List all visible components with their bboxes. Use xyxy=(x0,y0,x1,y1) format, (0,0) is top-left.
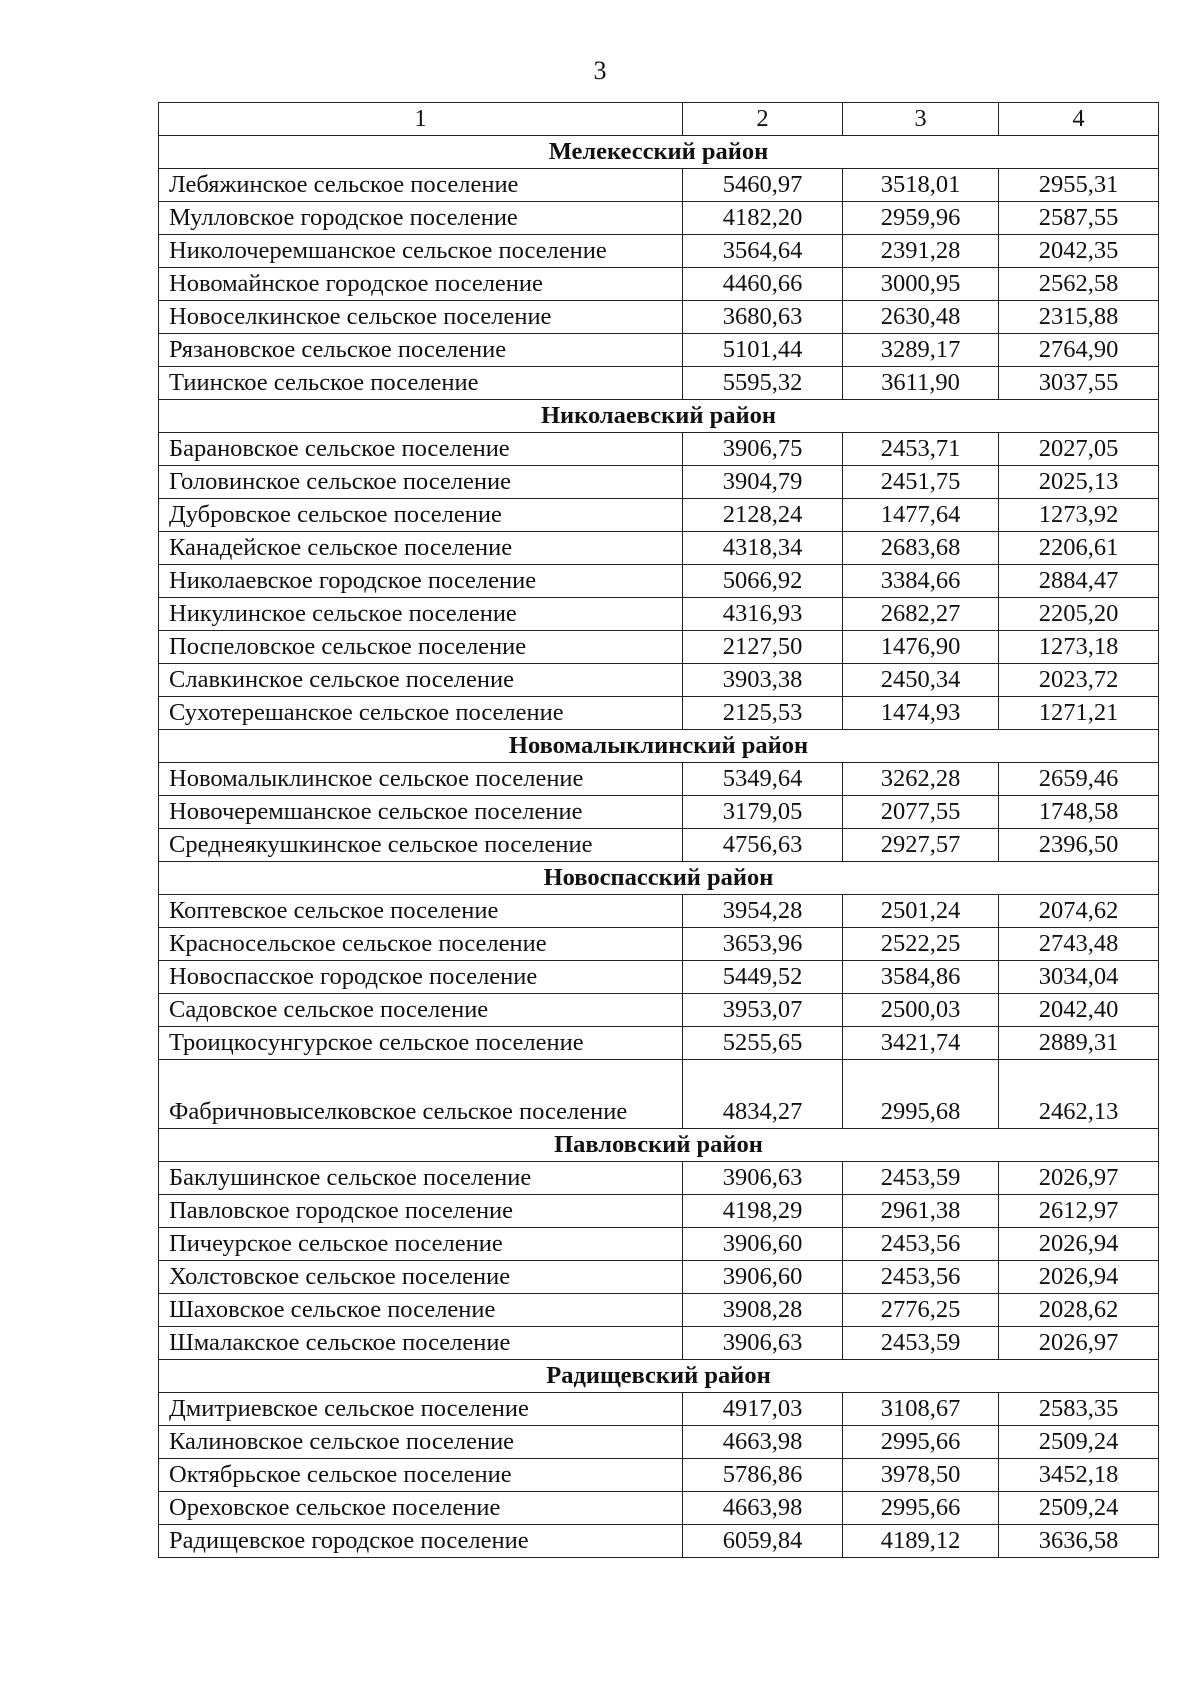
settlement-name: Шаховское сельское поселение xyxy=(159,1294,683,1327)
value-col-4: 2612,97 xyxy=(999,1195,1159,1228)
value-col-2: 5786,86 xyxy=(683,1459,843,1492)
value-col-2: 4316,93 xyxy=(683,598,843,631)
value-col-3: 2501,24 xyxy=(843,895,999,928)
value-col-2: 4318,34 xyxy=(683,532,843,565)
settlement-name: Новочеремшанское сельское поселение xyxy=(159,796,683,829)
table-row xyxy=(159,433,1159,466)
value-col-4: 2587,55 xyxy=(999,202,1159,235)
table-row xyxy=(159,1027,1159,1060)
value-col-3: 2927,57 xyxy=(843,829,999,862)
value-col-2: 3904,79 xyxy=(683,466,843,499)
settlement-name: Фабричновыселковское сельское поселение xyxy=(159,1060,683,1129)
value-col-4: 2562,58 xyxy=(999,268,1159,301)
value-col-3: 2961,38 xyxy=(843,1195,999,1228)
value-col-3: 3584,86 xyxy=(843,961,999,994)
value-col-3: 2450,34 xyxy=(843,664,999,697)
value-col-3: 2451,75 xyxy=(843,466,999,499)
value-col-2: 5449,52 xyxy=(683,961,843,994)
table-row xyxy=(159,1426,1159,1459)
value-col-3: 2500,03 xyxy=(843,994,999,1027)
value-col-2: 4834,27 xyxy=(683,1060,843,1129)
settlement-name: Калиновское сельское поселение xyxy=(159,1426,683,1459)
settlements-table xyxy=(158,102,1159,1558)
settlement-name: Шмалакское сельское поселение xyxy=(159,1327,683,1360)
value-col-2: 3906,63 xyxy=(683,1162,843,1195)
column-header: 4 xyxy=(999,103,1159,136)
value-col-4: 2042,40 xyxy=(999,994,1159,1027)
value-col-3: 1477,64 xyxy=(843,499,999,532)
value-col-3: 2077,55 xyxy=(843,796,999,829)
value-col-4: 2743,48 xyxy=(999,928,1159,961)
district-row xyxy=(159,136,1159,169)
value-col-2: 3906,63 xyxy=(683,1327,843,1360)
settlement-name: Головинское сельское поселение xyxy=(159,466,683,499)
table-body xyxy=(159,103,1159,1558)
value-col-2: 3908,28 xyxy=(683,1294,843,1327)
settlement-name: Павловское городское поселение xyxy=(159,1195,683,1228)
value-col-3: 2776,25 xyxy=(843,1294,999,1327)
table-row xyxy=(159,895,1159,928)
table-row xyxy=(159,631,1159,664)
value-col-4: 2889,31 xyxy=(999,1027,1159,1060)
settlement-name: Новоселкинское сельское поселение xyxy=(159,301,683,334)
table-row xyxy=(159,1162,1159,1195)
value-col-4: 1748,58 xyxy=(999,796,1159,829)
table-row xyxy=(159,565,1159,598)
table-row xyxy=(159,763,1159,796)
value-col-4: 3452,18 xyxy=(999,1459,1159,1492)
table-row xyxy=(159,928,1159,961)
table-row xyxy=(159,1525,1159,1558)
value-col-2: 2125,53 xyxy=(683,697,843,730)
value-col-2: 5255,65 xyxy=(683,1027,843,1060)
column-header: 2 xyxy=(683,103,843,136)
district-row xyxy=(159,400,1159,433)
district-heading: Новоспасский район xyxy=(159,862,1159,895)
value-col-2: 3653,96 xyxy=(683,928,843,961)
table-row xyxy=(159,367,1159,400)
page-number: 3 xyxy=(593,56,607,85)
table-row xyxy=(159,532,1159,565)
value-col-3: 2453,56 xyxy=(843,1261,999,1294)
value-col-3: 3518,01 xyxy=(843,169,999,202)
value-col-2: 4460,66 xyxy=(683,268,843,301)
settlement-name: Троицкосунгурское сельское поселение xyxy=(159,1027,683,1060)
value-col-3: 2995,66 xyxy=(843,1492,999,1525)
value-col-4: 2206,61 xyxy=(999,532,1159,565)
value-col-4: 2023,72 xyxy=(999,664,1159,697)
value-col-2: 5066,92 xyxy=(683,565,843,598)
value-col-4: 2764,90 xyxy=(999,334,1159,367)
settlement-name: Ореховское сельское поселение xyxy=(159,1492,683,1525)
settlement-name: Садовское сельское поселение xyxy=(159,994,683,1027)
value-col-4: 3636,58 xyxy=(999,1525,1159,1558)
value-col-2: 4182,20 xyxy=(683,202,843,235)
value-col-2: 6059,84 xyxy=(683,1525,843,1558)
value-col-2: 3906,60 xyxy=(683,1261,843,1294)
value-col-3: 2453,71 xyxy=(843,433,999,466)
column-header: 1 xyxy=(159,103,683,136)
value-col-2: 3564,64 xyxy=(683,235,843,268)
settlement-name: Славкинское сельское поселение xyxy=(159,664,683,697)
settlement-name: Николочеремшанское сельское поселение xyxy=(159,235,683,268)
table-row xyxy=(159,961,1159,994)
table-row xyxy=(159,466,1159,499)
value-col-4: 3037,55 xyxy=(999,367,1159,400)
value-col-3: 3421,74 xyxy=(843,1027,999,1060)
value-col-3: 2453,59 xyxy=(843,1162,999,1195)
column-header-row xyxy=(159,103,1159,136)
value-col-4: 2659,46 xyxy=(999,763,1159,796)
value-col-2: 4198,29 xyxy=(683,1195,843,1228)
value-col-4: 2583,35 xyxy=(999,1393,1159,1426)
settlement-name: Мулловское городское поселение xyxy=(159,202,683,235)
value-col-3: 3978,50 xyxy=(843,1459,999,1492)
value-col-2: 4663,98 xyxy=(683,1492,843,1525)
settlement-name: Октябрьское сельское поселение xyxy=(159,1459,683,1492)
value-col-2: 3906,75 xyxy=(683,433,843,466)
table-row xyxy=(159,1195,1159,1228)
settlement-name: Новомалыклинское сельское поселение xyxy=(159,763,683,796)
value-col-4: 2026,97 xyxy=(999,1162,1159,1195)
table-row xyxy=(159,235,1159,268)
value-col-4: 2315,88 xyxy=(999,301,1159,334)
settlement-name: Рязановское сельское поселение xyxy=(159,334,683,367)
settlement-name: Новомайнское городское поселение xyxy=(159,268,683,301)
settlement-name: Дубровское сельское поселение xyxy=(159,499,683,532)
value-col-4: 2074,62 xyxy=(999,895,1159,928)
value-col-3: 1474,93 xyxy=(843,697,999,730)
table-row xyxy=(159,334,1159,367)
value-col-2: 5460,97 xyxy=(683,169,843,202)
settlement-name: Барановское сельское поселение xyxy=(159,433,683,466)
value-col-4: 2509,24 xyxy=(999,1492,1159,1525)
value-col-2: 3179,05 xyxy=(683,796,843,829)
value-col-4: 2955,31 xyxy=(999,169,1159,202)
value-col-4: 2028,62 xyxy=(999,1294,1159,1327)
table-row xyxy=(159,1294,1159,1327)
table-row xyxy=(159,169,1159,202)
value-col-3: 2959,96 xyxy=(843,202,999,235)
value-col-3: 2630,48 xyxy=(843,301,999,334)
table-row xyxy=(159,796,1159,829)
district-heading: Николаевский район xyxy=(159,400,1159,433)
value-col-4: 2462,13 xyxy=(999,1060,1159,1129)
value-col-4: 2042,35 xyxy=(999,235,1159,268)
table-row xyxy=(159,1393,1159,1426)
value-col-2: 3906,60 xyxy=(683,1228,843,1261)
district-heading: Новомалыклинский район xyxy=(159,730,1159,763)
settlement-name: Поспеловское сельское поселение xyxy=(159,631,683,664)
table-row xyxy=(159,1228,1159,1261)
table-row xyxy=(159,202,1159,235)
value-col-2: 3903,38 xyxy=(683,664,843,697)
value-col-4: 1271,21 xyxy=(999,697,1159,730)
value-col-3: 1476,90 xyxy=(843,631,999,664)
value-col-4: 2205,20 xyxy=(999,598,1159,631)
settlement-name: Новоспасское городское поселение xyxy=(159,961,683,994)
settlement-name: Баклушинское сельское поселение xyxy=(159,1162,683,1195)
value-col-4: 1273,18 xyxy=(999,631,1159,664)
table-row xyxy=(159,1261,1159,1294)
value-col-2: 3680,63 xyxy=(683,301,843,334)
table-row xyxy=(159,499,1159,532)
column-header: 3 xyxy=(843,103,999,136)
value-col-4: 1273,92 xyxy=(999,499,1159,532)
table-row xyxy=(159,268,1159,301)
table-row xyxy=(159,1492,1159,1525)
value-col-3: 2995,68 xyxy=(843,1060,999,1129)
value-col-2: 4756,63 xyxy=(683,829,843,862)
table-row xyxy=(159,697,1159,730)
table-row xyxy=(159,664,1159,697)
value-col-3: 3384,66 xyxy=(843,565,999,598)
value-col-3: 3262,28 xyxy=(843,763,999,796)
value-col-4: 3034,04 xyxy=(999,961,1159,994)
settlement-name: Николаевское городское поселение xyxy=(159,565,683,598)
district-row xyxy=(159,862,1159,895)
value-col-4: 2884,47 xyxy=(999,565,1159,598)
settlement-name: Дмитриевское сельское поселение xyxy=(159,1393,683,1426)
value-col-3: 3000,95 xyxy=(843,268,999,301)
district-heading: Павловский район xyxy=(159,1129,1159,1162)
settlement-name: Холстовское сельское поселение xyxy=(159,1261,683,1294)
settlement-name: Тиинское сельское поселение xyxy=(159,367,683,400)
district-row xyxy=(159,730,1159,763)
table-row xyxy=(159,598,1159,631)
value-col-4: 2025,13 xyxy=(999,466,1159,499)
settlement-name: Коптевское сельское поселение xyxy=(159,895,683,928)
settlement-name: Пичеурское сельское поселение xyxy=(159,1228,683,1261)
value-col-2: 4917,03 xyxy=(683,1393,843,1426)
value-col-4: 2396,50 xyxy=(999,829,1159,862)
table-row xyxy=(159,1327,1159,1360)
value-col-3: 4189,12 xyxy=(843,1525,999,1558)
value-col-4: 2026,94 xyxy=(999,1228,1159,1261)
value-col-2: 3954,28 xyxy=(683,895,843,928)
value-col-4: 2026,94 xyxy=(999,1261,1159,1294)
value-col-2: 5349,64 xyxy=(683,763,843,796)
value-col-3: 2391,28 xyxy=(843,235,999,268)
value-col-2: 4663,98 xyxy=(683,1426,843,1459)
value-col-2: 2127,50 xyxy=(683,631,843,664)
value-col-3: 2682,27 xyxy=(843,598,999,631)
value-col-4: 2026,97 xyxy=(999,1327,1159,1360)
value-col-3: 3611,90 xyxy=(843,367,999,400)
value-col-3: 2522,25 xyxy=(843,928,999,961)
table-row xyxy=(159,1459,1159,1492)
value-col-3: 2995,66 xyxy=(843,1426,999,1459)
value-col-3: 3108,67 xyxy=(843,1393,999,1426)
value-col-2: 5595,32 xyxy=(683,367,843,400)
value-col-2: 5101,44 xyxy=(683,334,843,367)
district-heading: Мелекесский район xyxy=(159,136,1159,169)
settlement-name: Радищевское городское поселение xyxy=(159,1525,683,1558)
value-col-4: 2027,05 xyxy=(999,433,1159,466)
settlement-name: Канадейское сельское поселение xyxy=(159,532,683,565)
district-heading: Радищевский район xyxy=(159,1360,1159,1393)
settlement-name: Никулинское сельское поселение xyxy=(159,598,683,631)
table-row xyxy=(159,829,1159,862)
settlement-name: Красносельское сельское поселение xyxy=(159,928,683,961)
value-col-3: 2453,59 xyxy=(843,1327,999,1360)
table-row xyxy=(159,994,1159,1027)
settlement-name: Лебяжинское сельское поселение xyxy=(159,169,683,202)
value-col-3: 3289,17 xyxy=(843,334,999,367)
district-row xyxy=(159,1360,1159,1393)
value-col-4: 2509,24 xyxy=(999,1426,1159,1459)
value-col-3: 2683,68 xyxy=(843,532,999,565)
settlement-name: Среднеякушкинское сельское поселение xyxy=(159,829,683,862)
table-row xyxy=(159,301,1159,334)
settlement-name: Сухотерешанское сельское поселение xyxy=(159,697,683,730)
value-col-2: 2128,24 xyxy=(683,499,843,532)
value-col-3: 2453,56 xyxy=(843,1228,999,1261)
table-row xyxy=(159,1060,1159,1129)
district-row xyxy=(159,1129,1159,1162)
value-col-2: 3953,07 xyxy=(683,994,843,1027)
